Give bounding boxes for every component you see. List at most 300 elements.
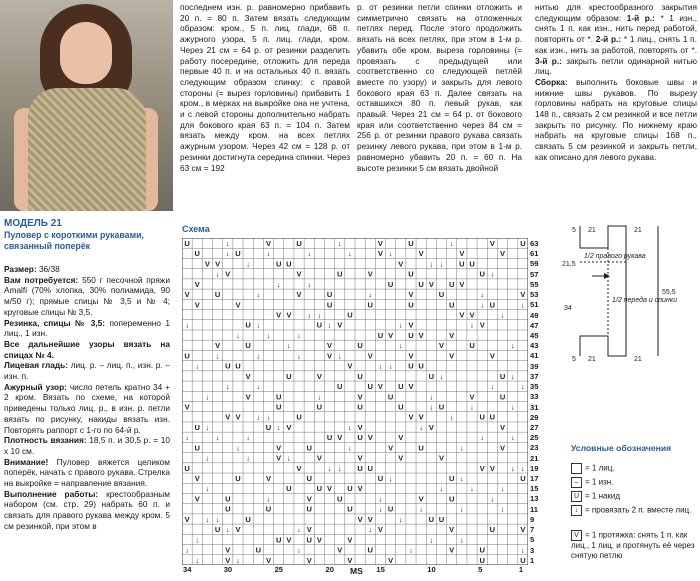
chart-symbol: ↓ bbox=[317, 310, 322, 320]
chart-symbol: U bbox=[489, 300, 496, 310]
chart-symbol: V bbox=[459, 249, 465, 259]
chart-row-number: 21 bbox=[530, 453, 539, 463]
chart-symbol: U bbox=[408, 361, 414, 371]
chart-col-number: 25 bbox=[274, 565, 284, 574]
chart-symbol: U bbox=[184, 463, 190, 473]
chart-symbol: ↓ bbox=[378, 504, 383, 514]
chart-symbol: ↓ bbox=[439, 484, 444, 494]
chart-symbol: V bbox=[286, 422, 292, 432]
chart-symbol: ↓ bbox=[307, 310, 312, 320]
chart-symbol: V bbox=[489, 238, 495, 248]
chart-symbol: V bbox=[388, 330, 394, 340]
chart-symbol: ↓ bbox=[470, 484, 474, 494]
chart-row-number: 33 bbox=[530, 392, 539, 402]
chart-symbol: U bbox=[469, 259, 475, 269]
chart-col-number: 1 bbox=[518, 565, 524, 574]
chart-symbol: V bbox=[428, 422, 434, 432]
chart-symbol: ↓ bbox=[480, 290, 485, 300]
chart-symbol: ↓ bbox=[195, 361, 200, 371]
chart-symbol: V bbox=[367, 351, 373, 361]
chart-symbol: U bbox=[337, 494, 343, 504]
chart-row-number: 61 bbox=[530, 249, 539, 259]
chart-symbol: V bbox=[347, 555, 353, 565]
chart-symbol: ↓ bbox=[348, 422, 352, 432]
chart-symbol: U bbox=[418, 443, 424, 453]
chart-symbol: U bbox=[235, 361, 241, 371]
chart-symbol: U bbox=[184, 351, 190, 361]
chart-symbol: V bbox=[408, 382, 414, 392]
chart-symbol: ↓ bbox=[459, 443, 464, 453]
chart-row-number: 59 bbox=[530, 259, 539, 269]
chart-symbol: U bbox=[448, 494, 455, 504]
chart-symbol: ↓ bbox=[490, 382, 495, 392]
chart-symbol: ↓ bbox=[409, 545, 413, 555]
chart-symbol: V bbox=[194, 279, 200, 289]
chart-symbol: U bbox=[428, 514, 435, 524]
chart-row-number: 63 bbox=[530, 239, 539, 248]
chart-symbol: U bbox=[194, 443, 200, 453]
chart-symbol: U bbox=[306, 443, 312, 453]
chart-symbol: V bbox=[276, 453, 282, 463]
chart-symbol: U bbox=[438, 290, 445, 300]
chart-symbol: V bbox=[418, 412, 424, 422]
chart-symbol: U bbox=[225, 504, 231, 514]
chart-symbol: U bbox=[387, 279, 394, 289]
chart-symbol: U bbox=[245, 514, 251, 524]
chart-symbol: ↓ bbox=[490, 494, 495, 504]
chart-symbol: ↓ bbox=[185, 545, 189, 555]
chart-symbol: U bbox=[235, 474, 241, 484]
chart-symbol: V bbox=[438, 341, 445, 351]
chart-symbol: V bbox=[245, 371, 251, 381]
chart-symbol: ↓ bbox=[215, 433, 220, 443]
chart-symbol: V bbox=[489, 351, 495, 361]
chart-row-number: 51 bbox=[530, 300, 539, 310]
chart-symbol: ↓ bbox=[327, 320, 332, 330]
chart-symbol: U bbox=[357, 341, 363, 351]
chart-symbol: ↓ bbox=[500, 504, 505, 514]
arrow-head bbox=[604, 273, 610, 279]
chart-symbol: U bbox=[499, 371, 506, 381]
chart-symbol: U bbox=[337, 269, 343, 279]
chart-symbol: V bbox=[225, 412, 231, 422]
chart-symbol: V bbox=[235, 525, 241, 535]
chart-symbol: ↓ bbox=[337, 238, 342, 248]
chart-symbol: ↓ bbox=[388, 361, 393, 371]
chart-symbol: V bbox=[347, 361, 353, 371]
chart-row-number: 25 bbox=[530, 433, 539, 443]
chart-symbol: ↓ bbox=[297, 525, 301, 535]
chart-symbol: U bbox=[428, 371, 435, 381]
chart-symbol: U bbox=[275, 259, 282, 269]
chart-symbol: V bbox=[500, 443, 506, 453]
chart-row-number: 11 bbox=[530, 504, 539, 514]
para-materials: Вам потребуется: 550 г песочной пряжи Amalfi (70% хлопка, 30% полиамида, 90 м/50 г); прямые спицы № 3,5 и № 4; круговые спицы № 3,5. bbox=[4, 274, 170, 317]
chart-symbol: U bbox=[398, 402, 404, 412]
chart-symbol: U bbox=[408, 238, 414, 248]
chart-symbol: V bbox=[327, 484, 333, 494]
chart-symbol: U bbox=[367, 463, 373, 473]
chart-symbol: ↓ bbox=[348, 249, 352, 259]
chart-symbol: ↓ bbox=[195, 555, 200, 565]
chart-ms-label: MS bbox=[350, 566, 363, 576]
chart-symbol: ↓ bbox=[246, 433, 251, 443]
chart-symbol: U bbox=[316, 484, 323, 494]
chart-symbol: U bbox=[194, 422, 200, 432]
chart-symbol: U bbox=[367, 382, 373, 392]
chart-symbol: U bbox=[489, 412, 496, 422]
legend-symbol: ↓ bbox=[571, 505, 582, 516]
chart-symbol: U bbox=[357, 463, 363, 473]
chart-symbol: ↓ bbox=[429, 535, 434, 545]
chart-symbol: ↓ bbox=[236, 443, 240, 453]
chart-symbol: U bbox=[408, 300, 414, 310]
chart-row-number: 1 bbox=[530, 555, 535, 565]
chart-symbol: U bbox=[326, 300, 333, 310]
chart-symbol: V bbox=[215, 341, 221, 351]
chart-symbol: ↓ bbox=[286, 341, 291, 351]
chart-symbol: ↓ bbox=[510, 341, 515, 351]
chart-symbol: V bbox=[377, 525, 383, 535]
chart-symbol: U bbox=[316, 402, 323, 412]
chart-symbol: V bbox=[265, 474, 272, 484]
chart-symbol: V bbox=[265, 238, 272, 248]
chart-col-number: 10 bbox=[427, 565, 436, 574]
chart-symbol: U bbox=[194, 249, 200, 259]
chart-symbol: U bbox=[326, 290, 333, 300]
dim-label-3: 21 bbox=[634, 227, 642, 234]
chart-symbol: ↓ bbox=[419, 504, 424, 514]
chart-symbol: V bbox=[357, 392, 363, 402]
chart-symbol: ↓ bbox=[480, 433, 485, 443]
chart-symbol: U bbox=[377, 474, 384, 484]
para-attention: Внимание! Пуловер вяжется целиком поперёк, начать с правого рукава. Стрелка на выкройке = направление вязания. bbox=[4, 456, 170, 489]
chart-symbol: ↓ bbox=[317, 392, 322, 402]
dim-label-4: 21,5 bbox=[562, 261, 576, 268]
chart-symbol: U bbox=[306, 535, 312, 545]
chart-symbol: V bbox=[449, 351, 455, 361]
chart-row-number: 23 bbox=[530, 443, 539, 453]
chart-symbol: U bbox=[489, 525, 496, 535]
chart-symbol: V bbox=[337, 433, 343, 443]
chart-symbol: U bbox=[286, 484, 292, 494]
chart-symbol: ↓ bbox=[368, 290, 373, 300]
dim-label-2: 21 bbox=[588, 227, 596, 234]
chart-symbol: U bbox=[387, 504, 394, 514]
chart-symbol: U bbox=[479, 269, 485, 279]
chart-symbol: U bbox=[337, 382, 343, 392]
chart-symbol: ↓ bbox=[398, 320, 403, 330]
chart-symbol: V bbox=[428, 279, 434, 289]
chart-symbol: ↓ bbox=[398, 514, 403, 524]
chart-symbol: ↓ bbox=[521, 300, 525, 310]
chart-symbol: U bbox=[408, 330, 414, 340]
chart-symbol: ↓ bbox=[297, 545, 301, 555]
chart-symbol: V bbox=[367, 433, 373, 443]
chart-symbol: ↓ bbox=[470, 402, 474, 412]
legend-symbol: U bbox=[571, 491, 582, 502]
chart-symbol: V bbox=[215, 259, 221, 269]
model-subtitle: Пуловер с короткими рукавами, связанный поперёк bbox=[4, 230, 144, 251]
chart-symbol: U bbox=[326, 433, 333, 443]
chart-symbol: U bbox=[245, 341, 251, 351]
chart-symbol: ↓ bbox=[459, 474, 464, 484]
chart-row-number: 29 bbox=[530, 412, 539, 422]
para-work: Выполнение работы: крестообразным набором (см. стр. 29) набрать 60 п. и связать для правого рукава между кром. 5 см резинкой, при этом в bbox=[4, 488, 170, 531]
knitting-chart-grid bbox=[182, 238, 528, 565]
chart-symbol: U bbox=[275, 402, 282, 412]
legend-item-purl: – = 1 изн. bbox=[571, 477, 613, 488]
chart-symbol: ↓ bbox=[297, 330, 301, 340]
chart-symbol: U bbox=[398, 382, 404, 392]
chart-symbol: ↓ bbox=[439, 371, 444, 381]
schematic-outline bbox=[580, 226, 626, 356]
chart-symbol: V bbox=[316, 453, 322, 463]
chart-symbol: V bbox=[235, 412, 241, 422]
legend-item-ssk: V = 1 протяжка: снять 1 п. как лиц., 1 лиц. и протянуть её через снятую петлю bbox=[571, 530, 695, 560]
chart-row-number: 37 bbox=[530, 371, 539, 381]
chart-symbol: U bbox=[286, 371, 292, 381]
chart-symbol: V bbox=[194, 300, 200, 310]
chart-symbol: ↓ bbox=[480, 300, 485, 310]
chart-symbol: ↓ bbox=[449, 412, 454, 422]
chart-symbol: V bbox=[520, 290, 526, 300]
chart-row-number: 47 bbox=[530, 320, 539, 330]
chart-symbol: V bbox=[184, 402, 190, 412]
chart-symbol: ↓ bbox=[256, 290, 261, 300]
chart-symbol: ↓ bbox=[388, 249, 393, 259]
chart-symbol: V bbox=[306, 555, 312, 565]
chart-col-number: 30 bbox=[223, 565, 233, 574]
chart-symbol: V bbox=[225, 555, 231, 565]
chart-symbol: ↓ bbox=[236, 555, 240, 565]
para-rib: Резинка, спицы № 3,5: попеременно 1 лиц., 1 изн. bbox=[4, 317, 170, 339]
chart-col-number: 20 bbox=[325, 565, 334, 574]
chart-symbol: V bbox=[418, 494, 424, 504]
chart-symbol: U bbox=[479, 545, 485, 555]
chart-symbol: V bbox=[194, 494, 200, 504]
chart-symbol: U bbox=[357, 371, 363, 381]
chart-symbol: U bbox=[367, 300, 373, 310]
legend-title: Условные обозначения bbox=[571, 443, 672, 453]
chart-symbol: V bbox=[357, 514, 363, 524]
chart-symbol: ↓ bbox=[348, 443, 352, 453]
chart-symbol: U bbox=[520, 555, 526, 565]
chart-symbol: V bbox=[398, 259, 404, 269]
scheme-title: Схема bbox=[182, 224, 210, 234]
chart-symbol: V bbox=[276, 310, 282, 320]
chart-symbol: ↓ bbox=[205, 453, 210, 463]
chart-symbol: U bbox=[347, 310, 353, 320]
chart-symbol: V bbox=[286, 310, 292, 320]
chart-symbol: V bbox=[377, 238, 383, 248]
chart-symbol: ↓ bbox=[205, 514, 210, 524]
chart-symbol: ↓ bbox=[378, 361, 383, 371]
para-lace: Ажурный узор: число петель кратно 34 + 2 кром. Вязать по схеме, на которой приведены только лиц. р., в изн. р. петли вязать по рисунку, накиды вязать изн. Повторять раппорт с 1-го по 64-й р. bbox=[4, 381, 170, 435]
chart-symbol: V bbox=[479, 463, 485, 473]
chart-symbol: ↓ bbox=[510, 463, 515, 473]
chart-symbol: V bbox=[357, 422, 363, 432]
chart-symbol: ↓ bbox=[256, 320, 261, 330]
dim-label-7: 34 bbox=[564, 305, 572, 312]
chart-symbol: V bbox=[408, 290, 414, 300]
photo-sweater bbox=[28, 88, 146, 211]
chart-symbol: V bbox=[286, 535, 292, 545]
chart-symbol: V bbox=[479, 320, 485, 330]
chart-symbol: ↓ bbox=[205, 422, 210, 432]
chart-symbol: V bbox=[377, 382, 383, 392]
chart-symbol: U bbox=[408, 269, 414, 279]
chart-symbol: V bbox=[449, 545, 455, 555]
chart-symbol: V bbox=[357, 484, 363, 494]
chart-symbol: U bbox=[316, 320, 323, 330]
chart-symbol: V bbox=[276, 443, 282, 453]
chart-symbol: U bbox=[225, 361, 231, 371]
para-gauge: Плотность вязания: 18,5 п. и 30,5 р. = 10 х 10 см. bbox=[4, 435, 171, 456]
chart-symbol: ↓ bbox=[307, 249, 312, 259]
chart-symbol: ↓ bbox=[297, 351, 301, 361]
chart-symbol: V bbox=[459, 279, 465, 289]
chart-symbol: ↓ bbox=[266, 412, 271, 422]
chart-symbol: U bbox=[275, 535, 282, 545]
chart-symbol: ↓ bbox=[215, 514, 220, 524]
chart-symbol: V bbox=[296, 463, 302, 473]
legend-symbol: V bbox=[571, 530, 582, 541]
chart-row-number: 19 bbox=[530, 463, 539, 473]
chart-symbol: V bbox=[347, 535, 353, 545]
chart-col-number: 5 bbox=[478, 565, 483, 574]
chart-row-number: 3 bbox=[530, 545, 535, 555]
legend-item-knit: = 1 лиц. bbox=[571, 463, 615, 474]
chart-row-number: 35 bbox=[530, 382, 539, 392]
chart-symbol: ↓ bbox=[521, 545, 525, 555]
dim-label-9: 5 bbox=[572, 356, 576, 363]
chart-symbol: V bbox=[377, 249, 383, 259]
chart-symbol: ↓ bbox=[246, 259, 251, 269]
model-title: МОДЕЛЬ 21 bbox=[4, 218, 62, 229]
chart-row-number: 7 bbox=[530, 525, 535, 535]
legend-symbol: – bbox=[571, 477, 582, 488]
chart-row-number: 31 bbox=[530, 402, 539, 412]
chart-symbol: ↓ bbox=[236, 330, 240, 340]
chart-symbol: U bbox=[377, 330, 384, 340]
chart-symbol: U bbox=[469, 341, 475, 351]
chart-symbol: V bbox=[265, 555, 272, 565]
chart-symbol: V bbox=[388, 443, 394, 453]
chart-symbol: ↓ bbox=[429, 402, 434, 412]
chart-symbol: V bbox=[235, 300, 241, 310]
chart-symbol: U bbox=[255, 545, 262, 555]
chart-row-number: 57 bbox=[530, 269, 539, 279]
chart-symbol: ↓ bbox=[521, 382, 525, 392]
legend-symbol bbox=[571, 463, 582, 474]
chart-symbol: ↓ bbox=[398, 341, 403, 351]
chart-symbol: U bbox=[479, 412, 485, 422]
chart-symbol: V bbox=[306, 494, 312, 504]
chart-symbol: V bbox=[388, 555, 394, 565]
chart-symbol: ↓ bbox=[276, 279, 281, 289]
chart-col-number: 34 bbox=[183, 565, 192, 574]
chart-symbol: V bbox=[225, 545, 231, 555]
chart-row-number: 55 bbox=[530, 279, 539, 289]
chart-col-number: 15 bbox=[376, 565, 385, 574]
chart-symbol: V bbox=[408, 320, 414, 330]
chart-symbol: V bbox=[316, 535, 322, 545]
dim-label-6: 55,5 bbox=[662, 289, 676, 296]
para-needles: Все дальнейшие узоры вязать на спицах № 4. bbox=[4, 338, 170, 360]
chart-symbol: V bbox=[418, 249, 424, 259]
chart-row-number: 41 bbox=[530, 351, 539, 361]
chart-symbol: U bbox=[418, 279, 424, 289]
chart-symbol: V bbox=[398, 433, 404, 443]
pattern-schematic bbox=[562, 218, 700, 363]
chart-symbol: ↓ bbox=[195, 535, 200, 545]
chart-symbol: ↓ bbox=[510, 433, 515, 443]
dim-label-body: 1/2 переда и спинки bbox=[612, 297, 677, 304]
chart-symbol: U bbox=[347, 504, 353, 514]
chart-symbol: V bbox=[500, 249, 506, 259]
chart-symbol: ↓ bbox=[266, 494, 271, 504]
chart-symbol: V bbox=[398, 453, 404, 463]
chart-symbol: ↓ bbox=[500, 484, 505, 494]
chart-symbol: ↓ bbox=[205, 484, 210, 494]
chart-symbol: ↓ bbox=[225, 525, 230, 535]
chart-symbol: V bbox=[500, 422, 506, 432]
chart-symbol: ↓ bbox=[337, 351, 342, 361]
chart-row-number: 15 bbox=[530, 484, 539, 494]
chart-symbol: U bbox=[357, 402, 363, 412]
mid-text-column-1: последнем изн. р. равномерно прибавить 20 п. = 80 п. Затем вязать следующим образом: кром., 5 п. лиц. глади, 68 п. ажурного узора, 5 п. лиц. глади, кром. Через 21 см = 64 р. от резинки разделить работу посередине, отложить для переда первые 40 п. и на остальных 40 п. вязать следующим образом спинку: с правой стороны (= вырез горловины) прибавить 1 кром., в мерках на выкройке она не учтена, и с левой стороны дополнительно набрать для бокового края 63 п. = 104 п. Затем вязать между кром. на всех петлях ажурным узором. Через 42 см = 128 р. от резинки достигнута середина спинки. Через 63 см = 192 bbox=[180, 2, 350, 173]
chart-symbol: V bbox=[469, 392, 475, 402]
chart-symbol: ↓ bbox=[215, 351, 220, 361]
chart-symbol: U bbox=[184, 238, 190, 248]
chart-symbol: ↓ bbox=[225, 249, 230, 259]
chart-symbol: U bbox=[347, 484, 353, 494]
chart-symbol: U bbox=[225, 494, 231, 504]
chart-symbol: V bbox=[306, 525, 312, 535]
chart-symbol: U bbox=[448, 474, 455, 484]
chart-symbol: ↓ bbox=[449, 238, 454, 248]
chart-symbol: ↓ bbox=[266, 249, 271, 259]
chart-symbol: U bbox=[459, 259, 465, 269]
chart-row-number: 43 bbox=[530, 341, 539, 351]
chart-symbol: V bbox=[408, 412, 414, 422]
chart-symbol: ↓ bbox=[470, 320, 474, 330]
chart-symbol: V bbox=[296, 269, 302, 279]
chart-symbol: V bbox=[408, 351, 414, 361]
chart-symbol: U bbox=[418, 361, 424, 371]
chart-symbol: U bbox=[306, 504, 312, 514]
chart-symbol: U bbox=[296, 238, 302, 248]
chart-symbol: U bbox=[520, 474, 526, 484]
chart-symbol: V bbox=[469, 310, 475, 320]
left-text-column bbox=[4, 264, 170, 532]
chart-symbol: U bbox=[387, 392, 394, 402]
chart-symbol: V bbox=[245, 392, 251, 402]
mid-text-column-2: р. от резинки петли спинки отложить и симметрично связать на отложенных петлях перед. После этого продолжить вязать на всех петлях, при этом в 1-м р. убавить обе кром. вырезa горловины (= провязать с предыдущей или соответственно со следующей петлёй вместе по узору) и закрыть для левого бокового края 63 п. Далее связать на оставшихся 80 п. левый рукав, как правый. Через 21 см = 64 р. от бокового края или соответственно через 84 см = 256 р. от резинки правого рукава связать резинку левого рукава, при этом в 1-м р. равномерно убавить 20 п. = 60 п. На высоте резинки 5 см вязать двойной bbox=[357, 2, 522, 173]
chart-symbol: V bbox=[418, 330, 424, 340]
chart-symbol: ↓ bbox=[368, 525, 373, 535]
chart-symbol: ↓ bbox=[510, 402, 515, 412]
chart-symbol: ↓ bbox=[307, 279, 312, 289]
dim-label-11: 21 bbox=[634, 356, 642, 363]
model-photo bbox=[0, 0, 173, 211]
chart-symbol: U bbox=[265, 504, 272, 514]
chart-symbol: V bbox=[337, 320, 343, 330]
chart-symbol: ↓ bbox=[459, 535, 464, 545]
chart-symbol: U bbox=[367, 545, 373, 555]
chart-symbol: U bbox=[479, 555, 485, 565]
